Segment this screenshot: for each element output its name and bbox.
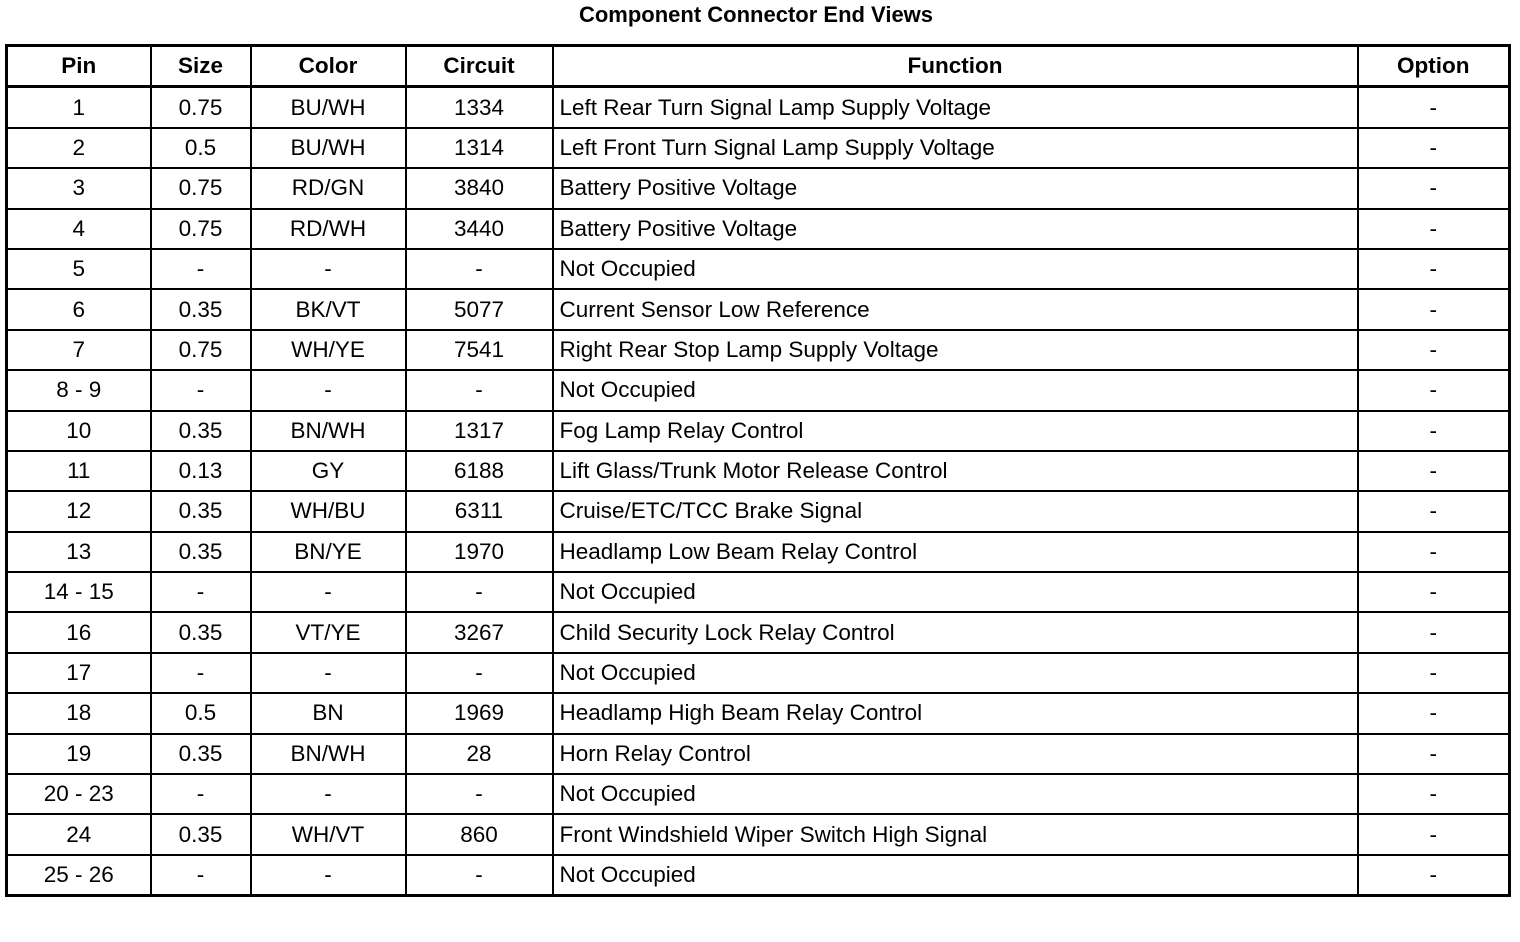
color-cell: VT/YE	[251, 612, 406, 652]
size-cell: 0.5	[151, 128, 251, 168]
pin-cell: 2	[7, 128, 151, 168]
function-cell: Horn Relay Control	[553, 734, 1358, 774]
circuit-cell: 860	[406, 814, 553, 854]
function-cell: Right Rear Stop Lamp Supply Voltage	[553, 330, 1358, 370]
table-row	[7, 168, 1510, 208]
color-cell: -	[251, 855, 406, 896]
circuit-cell: 1334	[406, 87, 553, 128]
column-header-option: Option	[1358, 46, 1510, 87]
color-cell: RD/GN	[251, 168, 406, 208]
option-cell: -	[1358, 289, 1510, 329]
size-cell: 0.35	[151, 734, 251, 774]
pin-cell: 7	[7, 330, 151, 370]
circuit-cell: 1970	[406, 532, 553, 572]
function-cell: Current Sensor Low Reference	[553, 289, 1358, 329]
circuit-cell: -	[406, 653, 553, 693]
pin-cell: 12	[7, 491, 151, 531]
pin-cell: 18	[7, 693, 151, 733]
size-cell: 0.35	[151, 814, 251, 854]
option-cell: -	[1358, 168, 1510, 208]
function-cell: Battery Positive Voltage	[553, 168, 1358, 208]
column-header-color: Color	[251, 46, 406, 87]
function-cell: Not Occupied	[553, 370, 1358, 410]
option-cell: -	[1358, 491, 1510, 531]
circuit-cell: 1969	[406, 693, 553, 733]
table-row	[7, 653, 1510, 693]
color-cell: BU/WH	[251, 87, 406, 128]
size-cell: 0.35	[151, 612, 251, 652]
function-cell: Front Windshield Wiper Switch High Signal	[553, 814, 1358, 854]
function-cell: Not Occupied	[553, 572, 1358, 612]
option-cell: -	[1358, 87, 1510, 128]
table-row	[7, 855, 1510, 896]
table-row	[7, 128, 1510, 168]
pin-cell: 6	[7, 289, 151, 329]
circuit-cell: 3267	[406, 612, 553, 652]
size-cell: -	[151, 774, 251, 814]
option-cell: -	[1358, 532, 1510, 572]
size-cell: 0.35	[151, 532, 251, 572]
function-cell: Headlamp Low Beam Relay Control	[553, 532, 1358, 572]
circuit-cell: -	[406, 855, 553, 896]
size-cell: -	[151, 653, 251, 693]
pin-cell: 10	[7, 411, 151, 451]
pin-cell: 19	[7, 734, 151, 774]
function-cell: Not Occupied	[553, 249, 1358, 289]
table-row	[7, 532, 1510, 572]
pin-cell: 14 - 15	[7, 572, 151, 612]
circuit-cell: -	[406, 249, 553, 289]
option-cell: -	[1358, 653, 1510, 693]
function-cell: Lift Glass/Trunk Motor Release Control	[553, 451, 1358, 491]
circuit-cell: 3840	[406, 168, 553, 208]
option-cell: -	[1358, 330, 1510, 370]
circuit-cell: -	[406, 774, 553, 814]
table-row	[7, 289, 1510, 329]
size-cell: 0.75	[151, 87, 251, 128]
pin-cell: 13	[7, 532, 151, 572]
circuit-cell: 7541	[406, 330, 553, 370]
pin-cell: 8 - 9	[7, 370, 151, 410]
size-cell: 0.35	[151, 491, 251, 531]
table-row	[7, 330, 1510, 370]
circuit-cell: 1317	[406, 411, 553, 451]
circuit-cell: 6311	[406, 491, 553, 531]
table-row	[7, 774, 1510, 814]
color-cell: BN/YE	[251, 532, 406, 572]
table-row	[7, 572, 1510, 612]
size-cell: -	[151, 249, 251, 289]
color-cell: GY	[251, 451, 406, 491]
pin-cell: 16	[7, 612, 151, 652]
table-body	[7, 87, 1510, 896]
option-cell: -	[1358, 814, 1510, 854]
size-cell: 0.75	[151, 209, 251, 249]
table-row	[7, 814, 1510, 854]
option-cell: -	[1358, 209, 1510, 249]
circuit-cell: 28	[406, 734, 553, 774]
color-cell: WH/VT	[251, 814, 406, 854]
page-title: Component Connector End Views	[578, 2, 934, 27]
column-header-function: Function	[553, 46, 1358, 87]
column-header-pin: Pin	[7, 46, 151, 87]
table-row	[7, 734, 1510, 774]
circuit-cell: 5077	[406, 289, 553, 329]
color-cell: WH/BU	[251, 491, 406, 531]
color-cell: BU/WH	[251, 128, 406, 168]
color-cell: BN/WH	[251, 411, 406, 451]
function-cell: Headlamp High Beam Relay Control	[553, 693, 1358, 733]
pin-cell: 17	[7, 653, 151, 693]
circuit-cell: 6188	[406, 451, 553, 491]
table-row	[7, 612, 1510, 652]
option-cell: -	[1358, 855, 1510, 896]
table-row	[7, 209, 1510, 249]
size-cell: 0.75	[151, 168, 251, 208]
color-cell: BK/VT	[251, 289, 406, 329]
circuit-cell: 1314	[406, 128, 553, 168]
pin-cell: 25 - 26	[7, 855, 151, 896]
option-cell: -	[1358, 774, 1510, 814]
option-cell: -	[1358, 411, 1510, 451]
pin-cell: 3	[7, 168, 151, 208]
option-cell: -	[1358, 128, 1510, 168]
function-cell: Cruise/ETC/TCC Brake Signal	[553, 491, 1358, 531]
size-cell: -	[151, 855, 251, 896]
connector-pinout-table	[5, 44, 1511, 897]
color-cell: -	[251, 774, 406, 814]
color-cell: BN/WH	[251, 734, 406, 774]
column-header-size: Size	[151, 46, 251, 87]
function-cell: Left Rear Turn Signal Lamp Supply Voltage	[553, 87, 1358, 128]
color-cell: RD/WH	[251, 209, 406, 249]
size-cell: 0.35	[151, 289, 251, 329]
color-cell: BN	[251, 693, 406, 733]
table-row	[7, 87, 1510, 128]
function-cell: Left Front Turn Signal Lamp Supply Voltage	[553, 128, 1358, 168]
size-cell: 0.35	[151, 411, 251, 451]
table-row	[7, 451, 1510, 491]
circuit-cell: -	[406, 370, 553, 410]
table-row	[7, 491, 1510, 531]
circuit-cell: 3440	[406, 209, 553, 249]
table-row	[7, 693, 1510, 733]
color-cell: WH/YE	[251, 330, 406, 370]
function-cell: Not Occupied	[553, 653, 1358, 693]
option-cell: -	[1358, 249, 1510, 289]
size-cell: 0.75	[151, 330, 251, 370]
size-cell: 0.13	[151, 451, 251, 491]
size-cell: -	[151, 572, 251, 612]
option-cell: -	[1358, 612, 1510, 652]
function-cell: Not Occupied	[553, 774, 1358, 814]
color-cell: -	[251, 370, 406, 410]
pin-cell: 5	[7, 249, 151, 289]
option-cell: -	[1358, 693, 1510, 733]
pin-cell: 20 - 23	[7, 774, 151, 814]
pin-cell: 4	[7, 209, 151, 249]
table-row	[7, 249, 1510, 289]
table-row	[7, 370, 1510, 410]
option-cell: -	[1358, 370, 1510, 410]
option-cell: -	[1358, 572, 1510, 612]
pin-cell: 1	[7, 87, 151, 128]
function-cell: Not Occupied	[553, 855, 1358, 896]
color-cell: -	[251, 653, 406, 693]
pin-cell: 24	[7, 814, 151, 854]
function-cell: Fog Lamp Relay Control	[553, 411, 1358, 451]
option-cell: -	[1358, 734, 1510, 774]
size-cell: 0.5	[151, 693, 251, 733]
pin-cell: 11	[7, 451, 151, 491]
color-cell: -	[251, 249, 406, 289]
column-header-circuit: Circuit	[406, 46, 553, 87]
option-cell: -	[1358, 451, 1510, 491]
table-header-row	[7, 46, 1510, 87]
color-cell: -	[251, 572, 406, 612]
size-cell: -	[151, 370, 251, 410]
function-cell: Child Security Lock Relay Control	[553, 612, 1358, 652]
table-row	[7, 411, 1510, 451]
circuit-cell: -	[406, 572, 553, 612]
function-cell: Battery Positive Voltage	[553, 209, 1358, 249]
